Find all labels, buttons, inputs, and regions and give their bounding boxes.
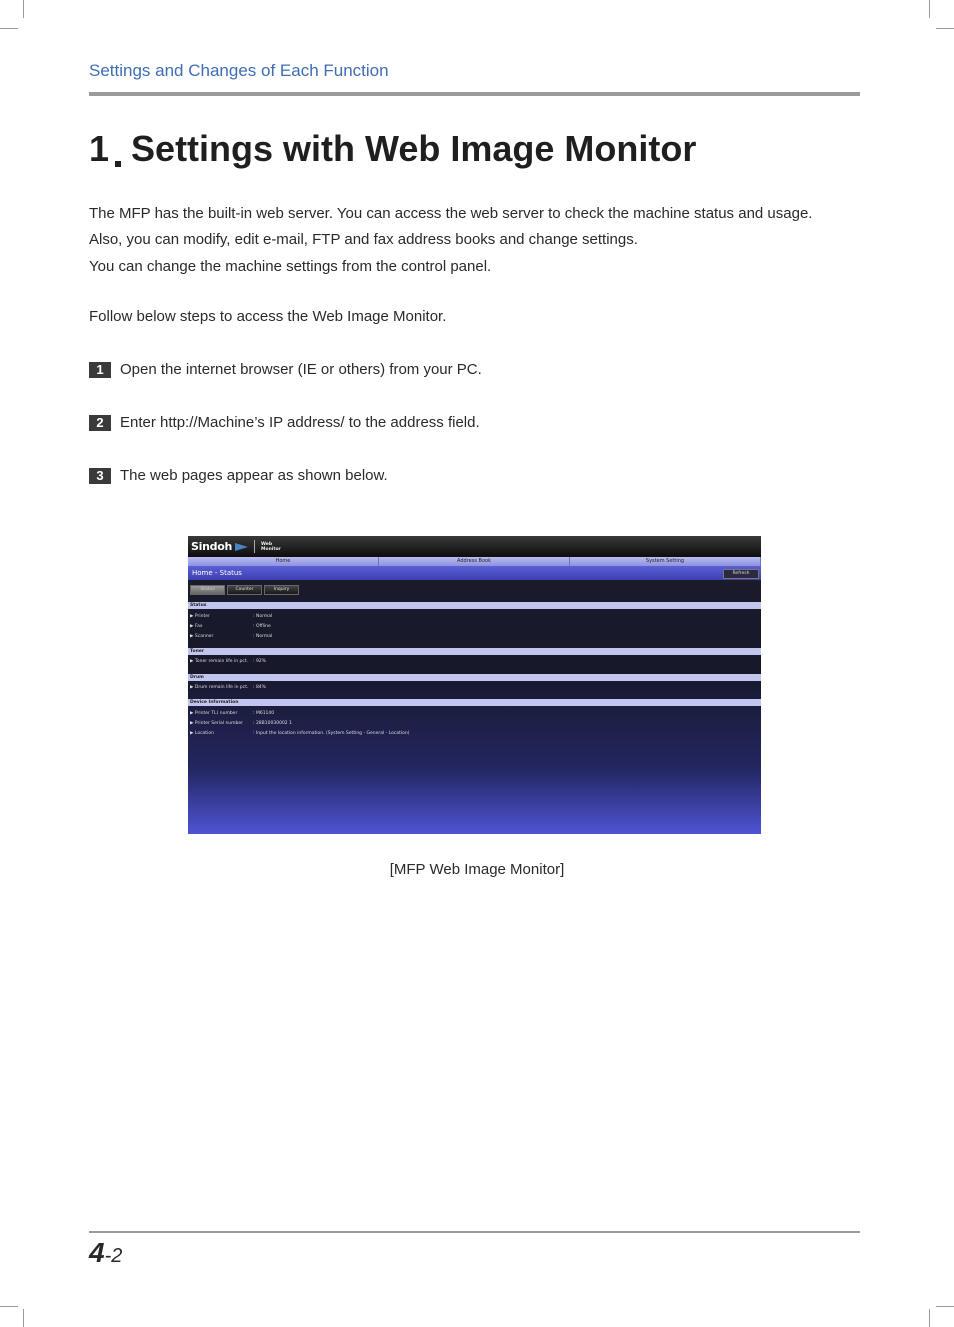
header-rule — [89, 92, 860, 96]
step-2 — [89, 414, 480, 431]
step-badge: 3 — [89, 468, 111, 484]
device-row — [190, 711, 274, 716]
web-monitor-screenshot — [188, 536, 761, 834]
web-label: Web — [261, 541, 273, 547]
section-title: Device Information — [190, 700, 239, 705]
web-monitor-label — [261, 542, 281, 552]
crop-mark — [0, 1306, 18, 1307]
tab-counter[interactable]: Counter — [227, 585, 262, 595]
step-badge: 1 — [89, 362, 111, 378]
step-text: Open the internet browser (IE or others) from your PC. — [120, 361, 482, 378]
row-value: : Offline — [253, 624, 271, 629]
monitor-topbar — [188, 536, 761, 557]
footer-rule — [89, 1231, 860, 1233]
drum-row — [190, 685, 266, 690]
crop-mark — [929, 1309, 930, 1327]
crop-mark — [23, 1309, 24, 1327]
row-value: : Normal — [253, 614, 273, 619]
row-value: : M61140 — [253, 711, 275, 716]
page-number — [89, 1237, 122, 1269]
step-badge: 2 — [89, 415, 111, 431]
nav-home[interactable]: Home — [188, 557, 379, 566]
step-text: The web pages appear as shown below. — [120, 467, 388, 484]
crop-mark — [0, 28, 18, 29]
crop-mark — [936, 1306, 954, 1307]
title-number: 1 — [89, 128, 110, 169]
section-device-information — [188, 699, 761, 706]
row-label: ▶ Location — [190, 731, 214, 736]
tab-inquiry[interactable]: Inquiry — [264, 585, 299, 595]
section-toner — [188, 648, 761, 655]
status-row — [190, 634, 272, 639]
nav-address-book[interactable]: Address Book — [379, 557, 570, 566]
monitor-nav — [188, 557, 761, 566]
paragraph: Follow below steps to access the Web Image Monitor. — [89, 308, 447, 325]
device-row — [190, 721, 292, 726]
crop-mark — [23, 0, 24, 18]
row-label: ▶ Printer Serial number — [190, 721, 244, 726]
page-separator: - — [104, 1245, 112, 1267]
breadcrumb — [188, 566, 761, 580]
row-label: ▶ Drum remain life in pct. — [190, 685, 249, 690]
nav-system-setting[interactable]: System Setting — [570, 557, 761, 566]
row-value: : 92% — [253, 659, 266, 664]
row-value: : 84% — [253, 685, 266, 690]
chapter-number: 4 — [89, 1237, 105, 1268]
page-number-value: 2 — [111, 1245, 123, 1267]
refresh-button[interactable]: Refresh — [723, 569, 759, 579]
section-status — [188, 602, 761, 609]
row-value: : Normal — [253, 634, 273, 639]
status-row — [190, 624, 271, 629]
step-3 — [89, 467, 388, 484]
section-title: Toner — [190, 649, 205, 654]
divider — [254, 540, 255, 553]
row-value: : 28B10030002 1 — [253, 721, 292, 726]
section-title: Status — [190, 603, 207, 608]
paragraph: The MFP has the built-in web server. You can access the web server to check the machine status and usage. — [89, 205, 813, 222]
title-dot — [115, 161, 121, 167]
paragraph: You can change the machine settings from the control panel. — [89, 258, 492, 275]
monitor-tabs — [190, 585, 301, 595]
step-text: Enter http://Machine’s IP address/ to the address field. — [120, 414, 480, 431]
sindoh-logo: Sindoh — [191, 540, 232, 553]
section-title: Drum — [190, 675, 204, 680]
row-label: ▶ Scanner — [190, 634, 214, 639]
row-label: ▶ Printer — [190, 614, 210, 619]
step-1 — [89, 361, 482, 378]
section-drum — [188, 674, 761, 681]
logo-triangle-icon — [235, 543, 248, 551]
crop-mark — [929, 0, 930, 18]
breadcrumb-text: Home - Status — [192, 569, 242, 577]
figure-caption: [MFP Web Image Monitor] — [389, 861, 565, 878]
row-label: ▶ Toner remain life in pct. — [190, 659, 249, 664]
paragraph: Also, you can modify, edit e-mail, FTP and fax address books and change settings. — [89, 231, 638, 248]
tab-status[interactable]: Status — [190, 585, 225, 595]
toner-row — [190, 659, 266, 664]
title-text: Settings with Web Image Monitor — [131, 128, 697, 169]
row-label: ▶ Fax — [190, 624, 203, 629]
status-row — [190, 614, 272, 619]
row-label: ▶ Printer TL) number — [190, 711, 238, 716]
row-value: : Input the location information. (System Setting - General - Location) — [253, 731, 410, 736]
device-row — [190, 731, 410, 736]
crop-mark — [936, 28, 954, 29]
page-title — [89, 128, 696, 170]
monitor-label: Monitor — [261, 546, 281, 552]
running-head: Settings and Changes of Each Function — [89, 61, 389, 80]
